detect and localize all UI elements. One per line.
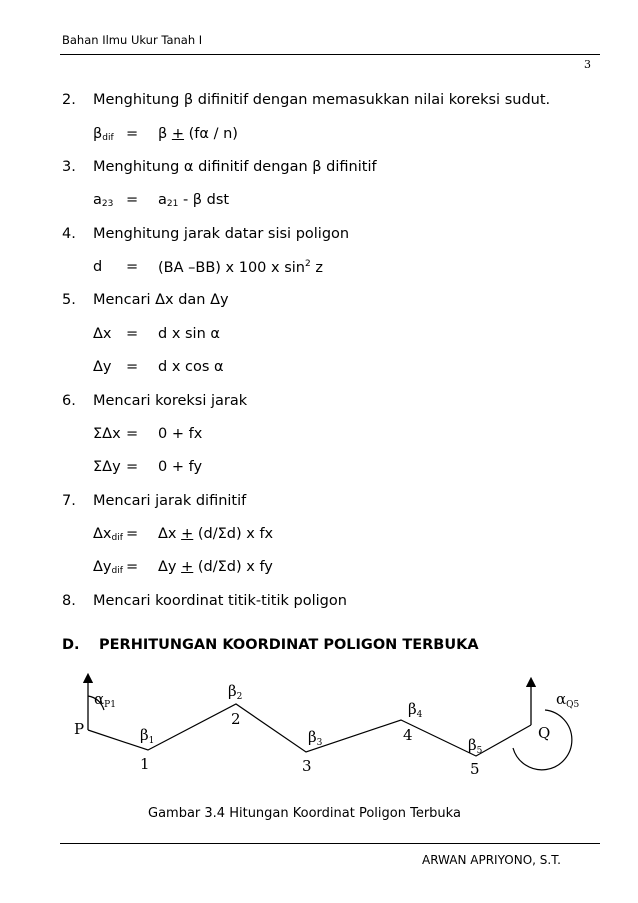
- step-text: Mencari koordinat titik-titik poligon: [93, 593, 347, 609]
- formula-lhs: Δy: [93, 359, 112, 375]
- formula-lhs: ΣΔy: [93, 459, 121, 475]
- step-text: Mencari koreksi jarak: [93, 393, 248, 409]
- step-number: 4.: [62, 226, 76, 242]
- point-p-label: P: [74, 720, 85, 738]
- step-text: Menghitung jarak datar sisi poligon: [93, 226, 350, 242]
- formula-lhs: Δx: [93, 326, 112, 342]
- header-rule: [60, 54, 600, 55]
- formula-lhs: $\beta_{dif}$: [93, 126, 114, 143]
- figure-caption: Gambar 3.4 Hitungan Koordinat Poligon Terbuka: [148, 806, 461, 821]
- formula-equals: =: [126, 126, 139, 142]
- beta-2-label: $\beta_2$: [228, 682, 243, 702]
- formula-equals: =: [126, 359, 139, 375]
- formula-rhs: d x sin α: [158, 326, 220, 342]
- point-q-label: Q: [538, 724, 551, 742]
- open-traverse-diagram: [60, 670, 600, 780]
- formula-rhs: 0 + fx: [158, 426, 203, 442]
- formula-lhs: $a_{23}$: [93, 192, 114, 209]
- page-number: 3: [584, 58, 591, 71]
- step-number: 8.: [62, 593, 76, 609]
- formula-equals: =: [126, 259, 139, 275]
- beta-4-label: $\beta_4$: [408, 700, 423, 720]
- step-text: Mencari jarak difinitif: [93, 493, 247, 509]
- alpha-q5-label: $\alpha_{Q5}$: [556, 690, 580, 710]
- formula-equals: =: [126, 192, 139, 208]
- section-number: D.: [62, 637, 80, 653]
- formula-rhs: (BA –BB) x 100 x $\sin^2 z$: [158, 259, 323, 276]
- formula-equals: =: [126, 459, 139, 475]
- beta-1-label: $\beta_1$: [140, 726, 155, 746]
- section-title: PERHITUNGAN KOORDINAT POLIGON TERBUKA: [99, 637, 479, 653]
- step-text: Menghitung α difinitif dengan β difinitif: [93, 159, 377, 175]
- formula-equals: =: [126, 326, 139, 342]
- step-number: 7.: [62, 493, 76, 509]
- point-2-label: 2: [231, 710, 241, 728]
- formula-rhs: Δx + (d/Σd) x fx: [158, 526, 274, 542]
- formula-lhs: d: [93, 259, 103, 275]
- step-number: 6.: [62, 393, 76, 409]
- point-1-label: 1: [140, 755, 150, 773]
- running-header: Bahan Ilmu Ukur Tanah I: [62, 33, 203, 47]
- beta-5-label: $\beta_5$: [468, 736, 483, 756]
- formula-lhs: ΣΔx: [93, 426, 121, 442]
- footer-rule: [60, 843, 600, 844]
- formula-lhs: $\Delta x_{dif}$: [93, 526, 123, 543]
- beta-3-label: $\beta_3$: [308, 728, 323, 748]
- step-text: Menghitung β difinitif dengan memasukkan nilai koreksi sudut.: [93, 92, 551, 108]
- step-number: 2.: [62, 92, 76, 108]
- step-number: 3.: [62, 159, 76, 175]
- point-5-label: 5: [470, 760, 480, 778]
- alpha-p1-label: $\alpha_{P1}$: [94, 690, 116, 710]
- step-number: 5.: [62, 292, 76, 308]
- formula-rhs: 0 + fy: [158, 459, 203, 475]
- formula-equals: =: [126, 526, 139, 542]
- formula-lhs: $\Delta y_{dif}$: [93, 559, 123, 576]
- point-3-label: 3: [302, 757, 312, 775]
- point-4-label: 4: [403, 726, 413, 744]
- formula-rhs: d x cos α: [158, 359, 224, 375]
- formula-equals: =: [126, 426, 139, 442]
- formula-rhs: $a_{21}$ - β dst: [158, 192, 230, 209]
- step-text: Mencari Δx dan Δy: [93, 292, 229, 308]
- formula-equals: =: [126, 559, 139, 575]
- formula-rhs: β + (fα / n): [158, 126, 238, 142]
- footer-author: ARWAN APRIYONO, S.T.: [422, 853, 561, 867]
- formula-rhs: Δy + (d/Σd) x fy: [158, 559, 273, 575]
